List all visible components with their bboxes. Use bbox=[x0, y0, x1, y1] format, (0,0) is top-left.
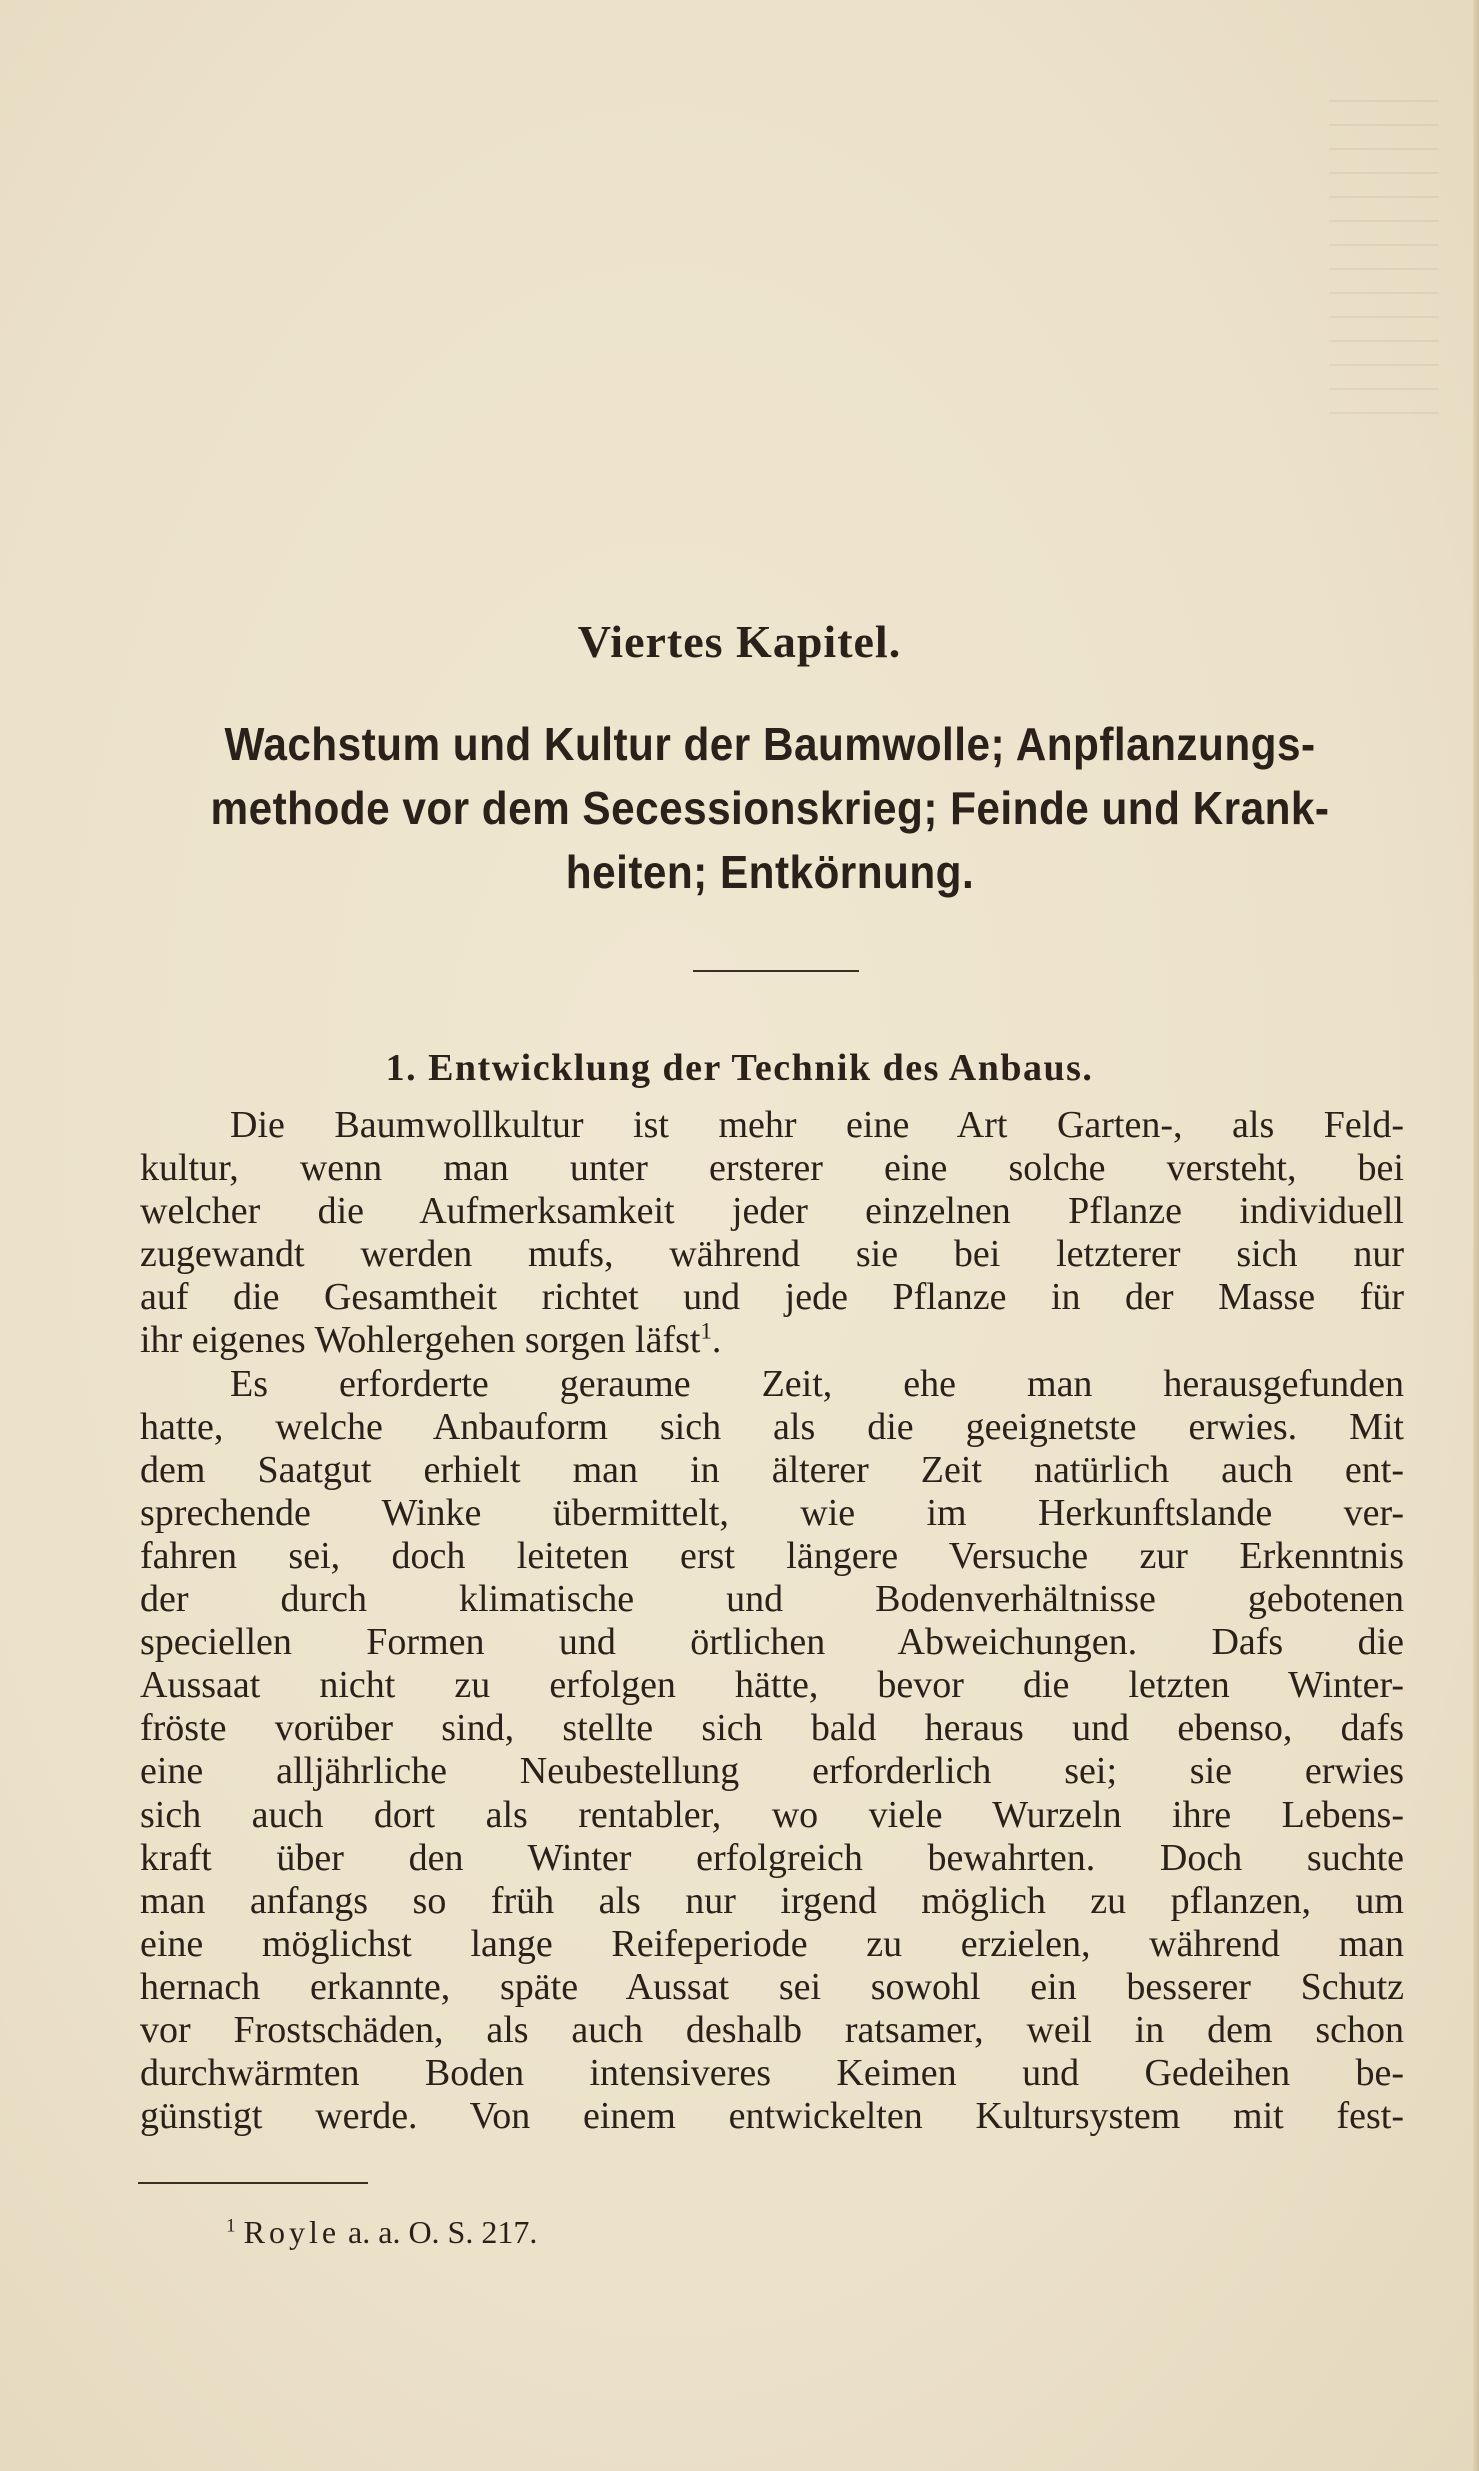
text-line: man anfangs so früh als nur irgend möglich zu pflanzen, um bbox=[140, 1879, 1404, 1922]
text-line: kultur, wenn man unter ersterer eine solche versteht, bei bbox=[140, 1147, 1404, 1190]
text-line: Die Baumwollkultur ist mehr eine Art Garten-, als Feld- bbox=[230, 1104, 1404, 1146]
footnote bbox=[226, 2210, 537, 2254]
chapter-title-line: heiten; Entkörnung. bbox=[565, 846, 975, 898]
text-line: fröste vorüber sind, stellte sich bald heraus und ebenso, dafs bbox=[140, 1707, 1404, 1750]
footnote-divider bbox=[138, 2182, 368, 2184]
text-line: vor Frostschäden, als auch deshalb ratsamer, weil in dem schon bbox=[140, 2008, 1404, 2051]
text-line: welcher die Aufmerksamkeit jeder einzelnen Pflanze individuell bbox=[140, 1190, 1404, 1233]
body-text bbox=[140, 1104, 1404, 2138]
title-divider bbox=[693, 970, 859, 972]
footnote-reference: 1 bbox=[700, 1318, 712, 1344]
text-line: fahren sei, doch leiteten erst längere Versuche zur Erkenntnis bbox=[140, 1534, 1404, 1577]
text-line: Es erforderte geraume Zeit, ehe man herausgefunden bbox=[230, 1362, 1404, 1405]
text-line: günstigt werde. Von einem entwickelten Kultursystem mit fest- bbox=[140, 2095, 1404, 2138]
footnote-citation: a. a. O. S. 217. bbox=[348, 2214, 538, 2250]
chapter-title-line: methode vor dem Secessionskrieg; Feinde und Krank- bbox=[210, 782, 1330, 834]
text-line: ihr eigenes Wohlergehen sorgen läfst bbox=[140, 1319, 701, 1362]
show-through-text bbox=[1329, 100, 1439, 430]
section-heading: 1. Entwicklung der Technik des Anbaus. bbox=[385, 1047, 1094, 1089]
page-edge bbox=[1473, 0, 1479, 2471]
chapter-title bbox=[181, 712, 1359, 904]
text-line: Aussaat nicht zu erfolgen hätte, bevor die letzten Winter- bbox=[140, 1664, 1404, 1707]
text-line: zugewandt werden mufs, während sie bei letzterer sich nur bbox=[140, 1233, 1404, 1276]
text-line: eine möglichst lange Reifeperiode zu erzielen, während man bbox=[140, 1922, 1404, 1965]
text-line: auf die Gesamtheit richtet und jede Pflanze in der Masse für bbox=[140, 1276, 1404, 1319]
footnote-author: Royle bbox=[243, 2214, 341, 2250]
text-line-with-footnote bbox=[140, 1319, 1404, 1362]
text-line: eine alljährliche Neubestellung erforderlich sei; sie erwies bbox=[140, 1750, 1404, 1793]
text-line: durchwärmten Boden intensiveres Keimen und Gedeihen be- bbox=[140, 2052, 1404, 2095]
footnote-reference-period: . bbox=[711, 1319, 722, 1362]
text-line: sich auch dort als rentabler, wo viele Wurzeln ihre Lebens- bbox=[140, 1793, 1404, 1836]
text-line: kraft über den Winter erfolgreich bewahrten. Doch suchte bbox=[140, 1836, 1404, 1879]
text-line: der durch klimatische und Bodenverhältnisse gebotenen bbox=[140, 1578, 1404, 1621]
text-line: hernach erkannte, späte Aussat sei sowohl ein besserer Schutz bbox=[140, 1965, 1404, 2008]
text-line: dem Saatgut erhielt man in älterer Zeit natürlich auch ent- bbox=[140, 1448, 1404, 1491]
text-line: hatte, welche Anbauform sich als die geeignetste erwies. Mit bbox=[140, 1405, 1404, 1448]
text-line: speciellen Formen und örtlichen Abweichungen. Dafs die bbox=[140, 1621, 1404, 1664]
chapter-title-line: Wachstum und Kultur der Baumwolle; Anpflanzungs- bbox=[224, 718, 1316, 770]
text-line: sprechende Winke übermittelt, wie im Herkunftslande ver- bbox=[140, 1491, 1404, 1534]
chapter-heading: Viertes Kapitel. bbox=[577, 616, 902, 667]
footnote-marker: 1 bbox=[226, 2215, 236, 2237]
